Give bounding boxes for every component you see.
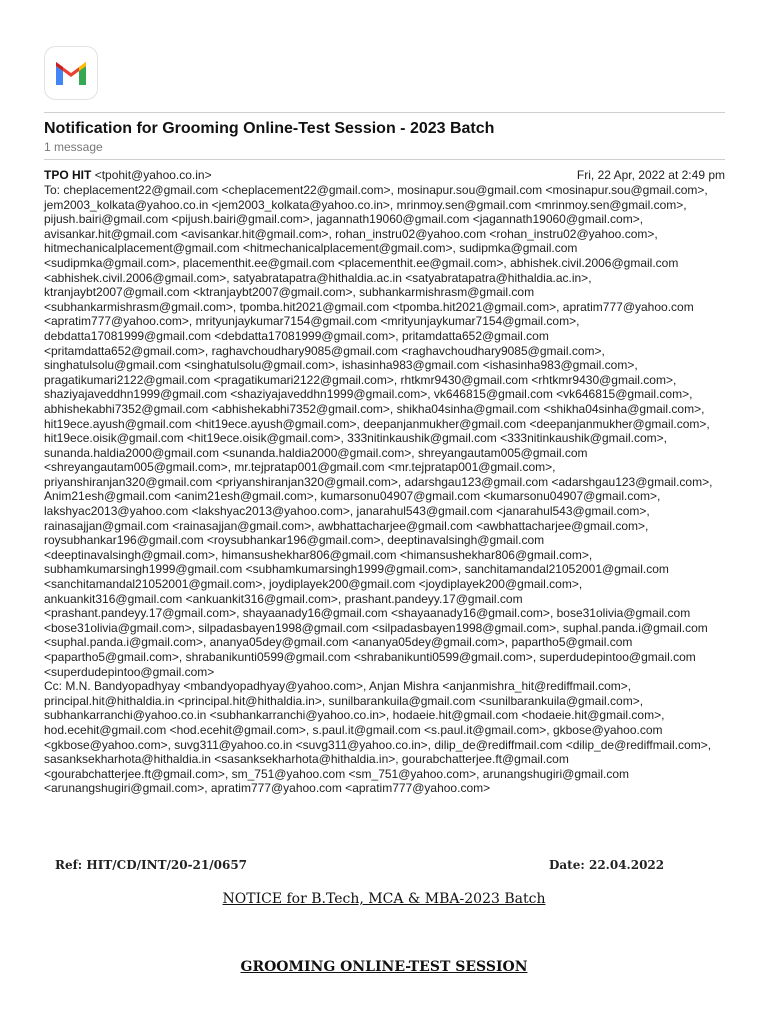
recipient-line: <suphal.panda.i@gmail.com>, ananya05dey@gmail.com <ananya05dey@gmail.com>, papartho5@gmail.com — [44, 635, 633, 650]
recipient-line: ktranjaybt2007@gmail.com <ktranjaybt2007@gmail.com>, subhankarmishrasm@gmail.com — [44, 285, 535, 300]
recipient-line: <superdudepintoo@gmail.com> — [44, 664, 215, 679]
recipient-line: hit19ece.ayush@gmail.com <hit19ece.ayush@gmail.com>, deepanjanmukher@gmail.com <deepanjanmukher@gmail.com>, — [44, 416, 710, 431]
recipient-line: <prashant.pandeyy.17@gmail.com>, shayaanady16@gmail.com <shayaanady16@gmail.com>, bose31olivia@gmail.com — [44, 606, 691, 621]
recipient-line: hod.ecehit@gmail.com <hod.ecehit@gmail.com>, s.paul.it@gmail.com <s.paul.it@gmail.com>, gkbose@yahoo.com — [44, 722, 663, 737]
recipient-line: jem2003_kolkata@yahoo.co.in <jem2003_kolkata@yahoo.co.in>, mrinmoy.sen@gmail.com <mrinmoy.sen@gmail.com>, — [44, 197, 687, 212]
recipient-line: lakshyac2013@yahoo.com <lakshyac2013@yahoo.com>, janarahul543@gmail.com <janarahul543@gmail.com>, — [44, 504, 650, 519]
recipient-line: <deeptinavalsingh@gmail.com>, himansushekhar806@gmail.com <himansushekhar806@gmail.com>, — [44, 547, 593, 562]
recipient-line: <subhankarmishrasm@gmail.com>, tpomba.hit2021@gmail.com <tpomba.hit2021@gmail.com>, apratim777@yahoo.com — [44, 299, 694, 314]
recipient-line: <pritamdatta652@gmail.com>, raghavchoudhary9085@gmail.com <raghavchoudhary9085@gmail.com>, — [44, 343, 605, 358]
recipient-line: sasanksekharhota@hithaldia.in <sasanksekharhota@hithaldia.in>, gourabchatterjee.ft@gmail.com — [44, 752, 569, 767]
message-count: 1 message — [44, 140, 103, 154]
recipient-line: singhatulsolu@gmail.com <singhatulsolu@gmail.com>, ishasinha983@gmail.com <ishasinha983@gmail.com>, — [44, 358, 638, 373]
gmail-logo-icon — [44, 46, 98, 100]
recipient-line: <arunangshugiri@gmail.com>, apratim777@yahoo.com <apratim777@yahoo.com> — [44, 781, 491, 796]
recipient-line: principal.hit@hithaldia.in <principal.hit@hithaldia.in>, sunilbarankuila@gmail.com <sunilbarankuila@gmail.com>, — [44, 693, 644, 708]
recipient-line: hit19ece.oisik@gmail.com <hit19ece.oisik@gmail.com>, 333nitinkaushik@gmail.com <333nitinkaushik@gmail.com>, — [44, 431, 668, 446]
recipient-line: pijush.bairi@gmail.com <pijush.bairi@gmail.com>, jagannath19060@gmail.com <jagannath19060@gmail.com>, — [44, 212, 644, 227]
email-date: Fri, 22 Apr, 2022 at 2:49 pm — [576, 168, 725, 182]
session-title: GROOMING ONLINE-TEST SESSION — [240, 959, 528, 975]
recipient-line: <sanchitamandal21052001@gmail.com>, joydiplayek200@gmail.com <joydiplayek200@gmail.com>, — [44, 577, 583, 592]
recipient-line: To: cheplacement22@gmail.com <cheplacement22@gmail.com>, mosinapur.sou@gmail.com <mosinapur.sou@gmail.com>, — [44, 183, 708, 197]
notice-date: Date: 22.04.2022 — [549, 858, 665, 872]
recipient-line: subhamkumarsingh1999@gmail.com <subhamkumarsingh1999@gmail.com>, sanchitamandal21052001@gmail.com — [44, 562, 669, 577]
recipient-line: <shreyangautam005@gmail.com>, mr.tejpratap001@gmail.com <mr.tejpratap001@gmail.com>, — [44, 460, 556, 475]
recipient-line: <apratim777@yahoo.com>, mrityunjaykumar7154@gmail.com <mrityunjaykumar7154@gmail.com>, — [44, 314, 580, 329]
recipient-line: <abhishek.civil.2006@gmail.com>, satyabratapatra@hithaldia.ac.in <satyabratapatra@hithaldia.ac.in>, — [44, 270, 592, 285]
recipient-line: priyanshiranjan320@gmail.com <priyanshiranjan320@gmail.com>, adarshgau123@gmail.com <adarshgau123@gmail.com>, — [44, 474, 713, 489]
notice-ref: Ref: HIT/CD/INT/20-21/0657 — [55, 858, 248, 872]
recipient-line: roysubhankar196@gmail.com <roysubhankar196@gmail.com>, deeptinavalsingh@gmail.com — [44, 533, 545, 548]
recipient-line: <gourabchatterjee.ft@gmail.com>, sm_751@yahoo.com <sm_751@yahoo.com>, arunangshugiri@gmail.com — [44, 766, 630, 781]
recipient-line: <papartho5@gmail.com>, shrabanikunti0599@gmail.com <shrabanikunti0599@gmail.com>, superdudepintoo@gmail.com — [44, 650, 696, 664]
recipient-line: <gkbose@yahoo.com>, suvg311@yahoo.co.in <suvg311@yahoo.co.in>, dilip_de@rediffmail.com <dilip_de@rediffmail.com>, — [44, 737, 712, 752]
subject-divider — [44, 159, 725, 160]
sender — [44, 168, 212, 182]
recipient-line: hitmechanicalplacement@gmail.com <hitmechanicalplacement@gmail.com>, sudipmka@gmail.com — [44, 241, 578, 256]
sender-email[interactable]: <tpohit@yahoo.co.in> — [94, 168, 212, 182]
recipient-line: <sudipmka@gmail.com>, placementhit.ee@gmail.com <placementhit.ee@gmail.com>, abhishek.civil.2006@gmail.com — [44, 255, 679, 270]
recipient-line: avisankar.hit@gmail.com <avisankar.hit@gmail.com>, rohan_instru02@yahoo.com <rohan_instru02@yahoo.com>, — [44, 226, 658, 241]
recipient-line: Cc: M.N. Bandyopadhyay <mbandyopadhyay@yahoo.com>, Anjan Mishra <anjanmishra_hit@rediffmail.com>, — [44, 679, 632, 694]
recipient-line: abhishekabhi7352@gmail.com <abhishekabhi7352@gmail.com>, shikha04sinha@gmail.com <shikha04sinha@gmail.com>, — [44, 401, 705, 416]
recipient-line: Anim21esh@gmail.com <anim21esh@gmail.com>, kumarsonu04907@gmail.com <kumarsonu04907@gmail.com>, — [44, 489, 661, 504]
recipient-line: shaziyajaveddhn1999@gmail.com <shaziyajaveddhn1999@gmail.com>, vk646815@gmail.com <vk646815@gmail.com>, — [44, 387, 693, 402]
recipient-list — [44, 183, 744, 796]
recipient-line: debdatta17081999@gmail.com <debdatta17081999@gmail.com>, pritamdatta652@gmail.com — [44, 328, 549, 343]
header-divider — [44, 112, 725, 113]
recipient-line: <bose31olivia@gmail.com>, silpadasbayen1998@gmail.com <silpadasbayen1998@gmail.com>, suphal.panda.i@gmail.com — [44, 620, 708, 635]
recipient-line: subhankarranchi@yahoo.co.in <subhankarranchi@yahoo.co.in>, hodaeie.hit@gmail.com <hodaeie.hit@gmail.com>, — [44, 708, 665, 723]
notice-title: NOTICE for B.Tech, MCA & MBA-2023 Batch — [222, 891, 546, 907]
recipient-line: rainasajjan@gmail.com <rainasajjan@gmail.com>, awbhattacharjee@gmail.com <awbhattacharjee@gmail.com>, — [44, 518, 649, 533]
recipient-line: ankuankit316@gmail.com <ankuankit316@gmail.com>, prashant.pandeyy.17@gmail.com — [44, 591, 523, 606]
recipient-line: sunanda.haldia2000@gmail.com <sunanda.haldia2000@gmail.com>, shreyangautam005@gmail.com — [44, 445, 588, 460]
recipient-line: pragatikumari2122@gmail.com <pragatikumari2122@gmail.com>, rhtkmr9430@gmail.com <rhtkmr9430@gmail.com>, — [44, 372, 677, 387]
email-subject: Notification for Grooming Online-Test Session - 2023 Batch — [44, 120, 495, 137]
sender-name: TPO HIT — [44, 168, 92, 182]
